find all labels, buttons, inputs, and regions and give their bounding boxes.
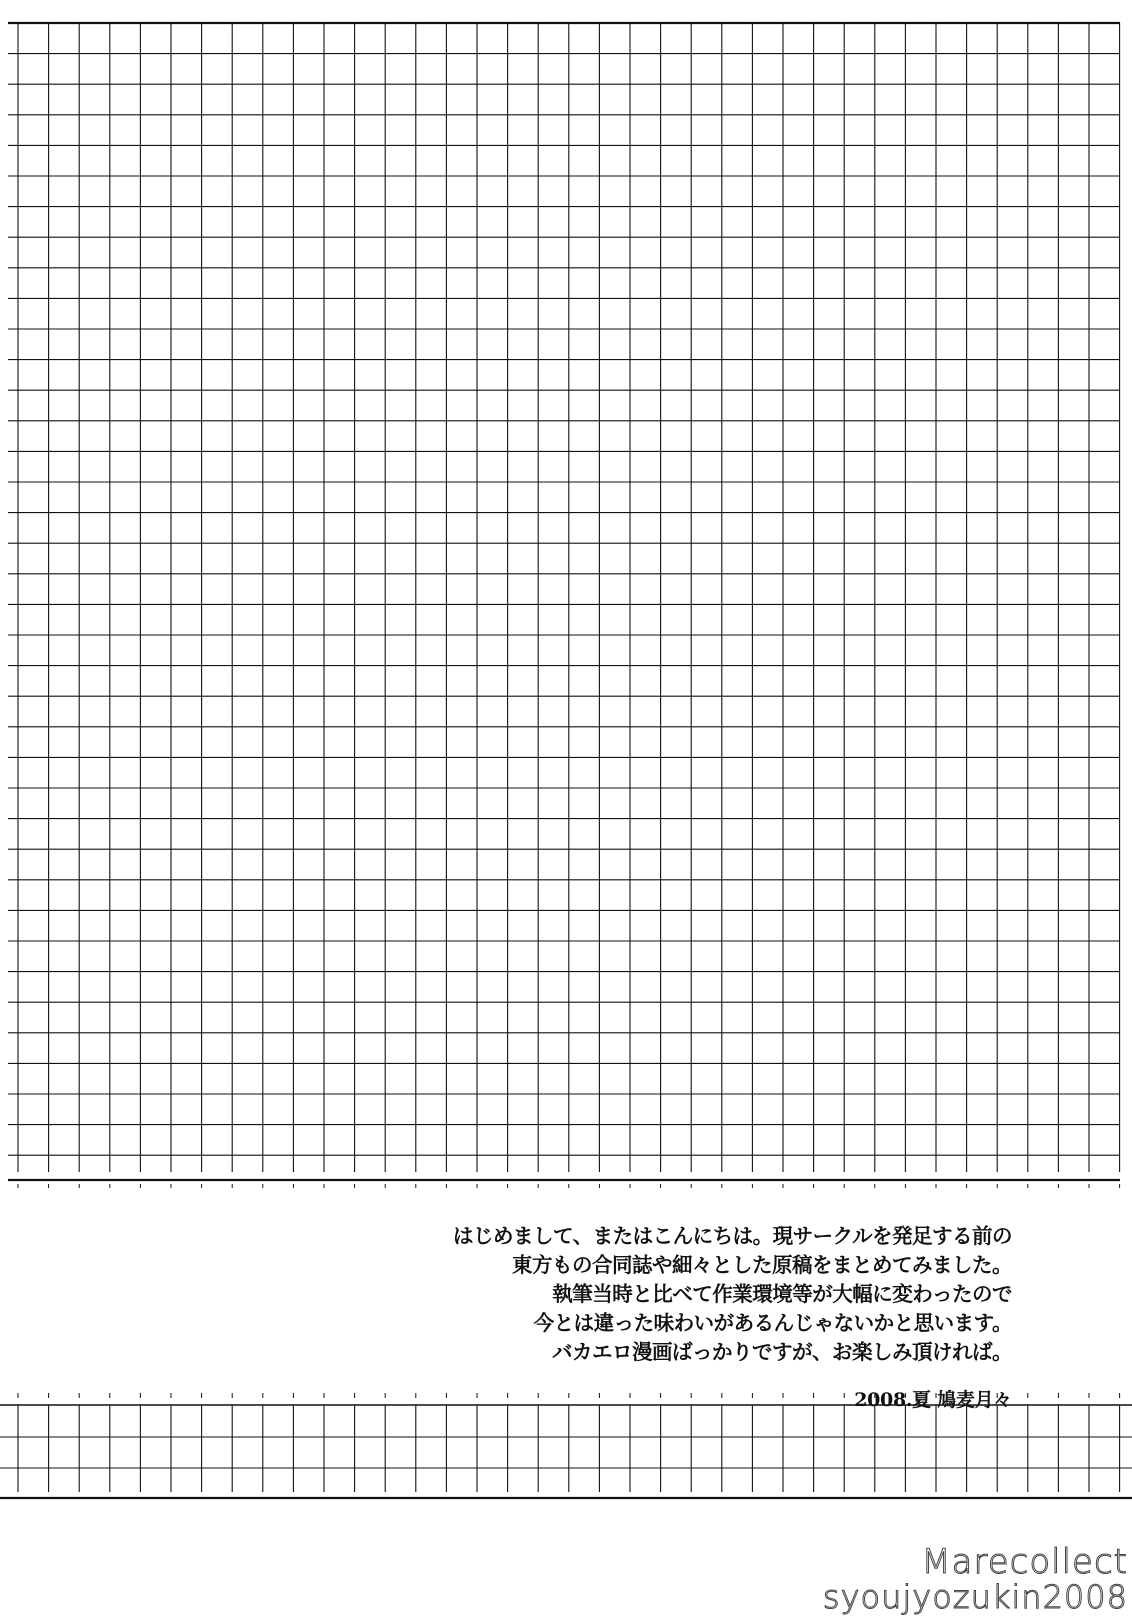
message-line: 今とは違った味わいがあるんじゃないかと思います。 <box>533 1311 1012 1335</box>
message-line: バカエロ漫画ばっかりですが、お楽しみ頂ければ。 <box>552 1340 1012 1364</box>
watermark-title: Marecollect <box>921 1542 1128 1582</box>
date-signature: 2008.夏 鳩麦月々 <box>854 1389 1012 1411</box>
message-line: はじめまして、またはこんにちは。現サークルを発足する前の <box>453 1224 1012 1248</box>
message-line: 東方もの合同誌や細々とした原稿をまとめてみました。 <box>512 1253 1012 1277</box>
watermark-subtitle: syoujyozukin2008 <box>822 1578 1128 1616</box>
message-line: 執筆当時と比べて作業環境等が大幅に変わったので <box>552 1282 1012 1306</box>
